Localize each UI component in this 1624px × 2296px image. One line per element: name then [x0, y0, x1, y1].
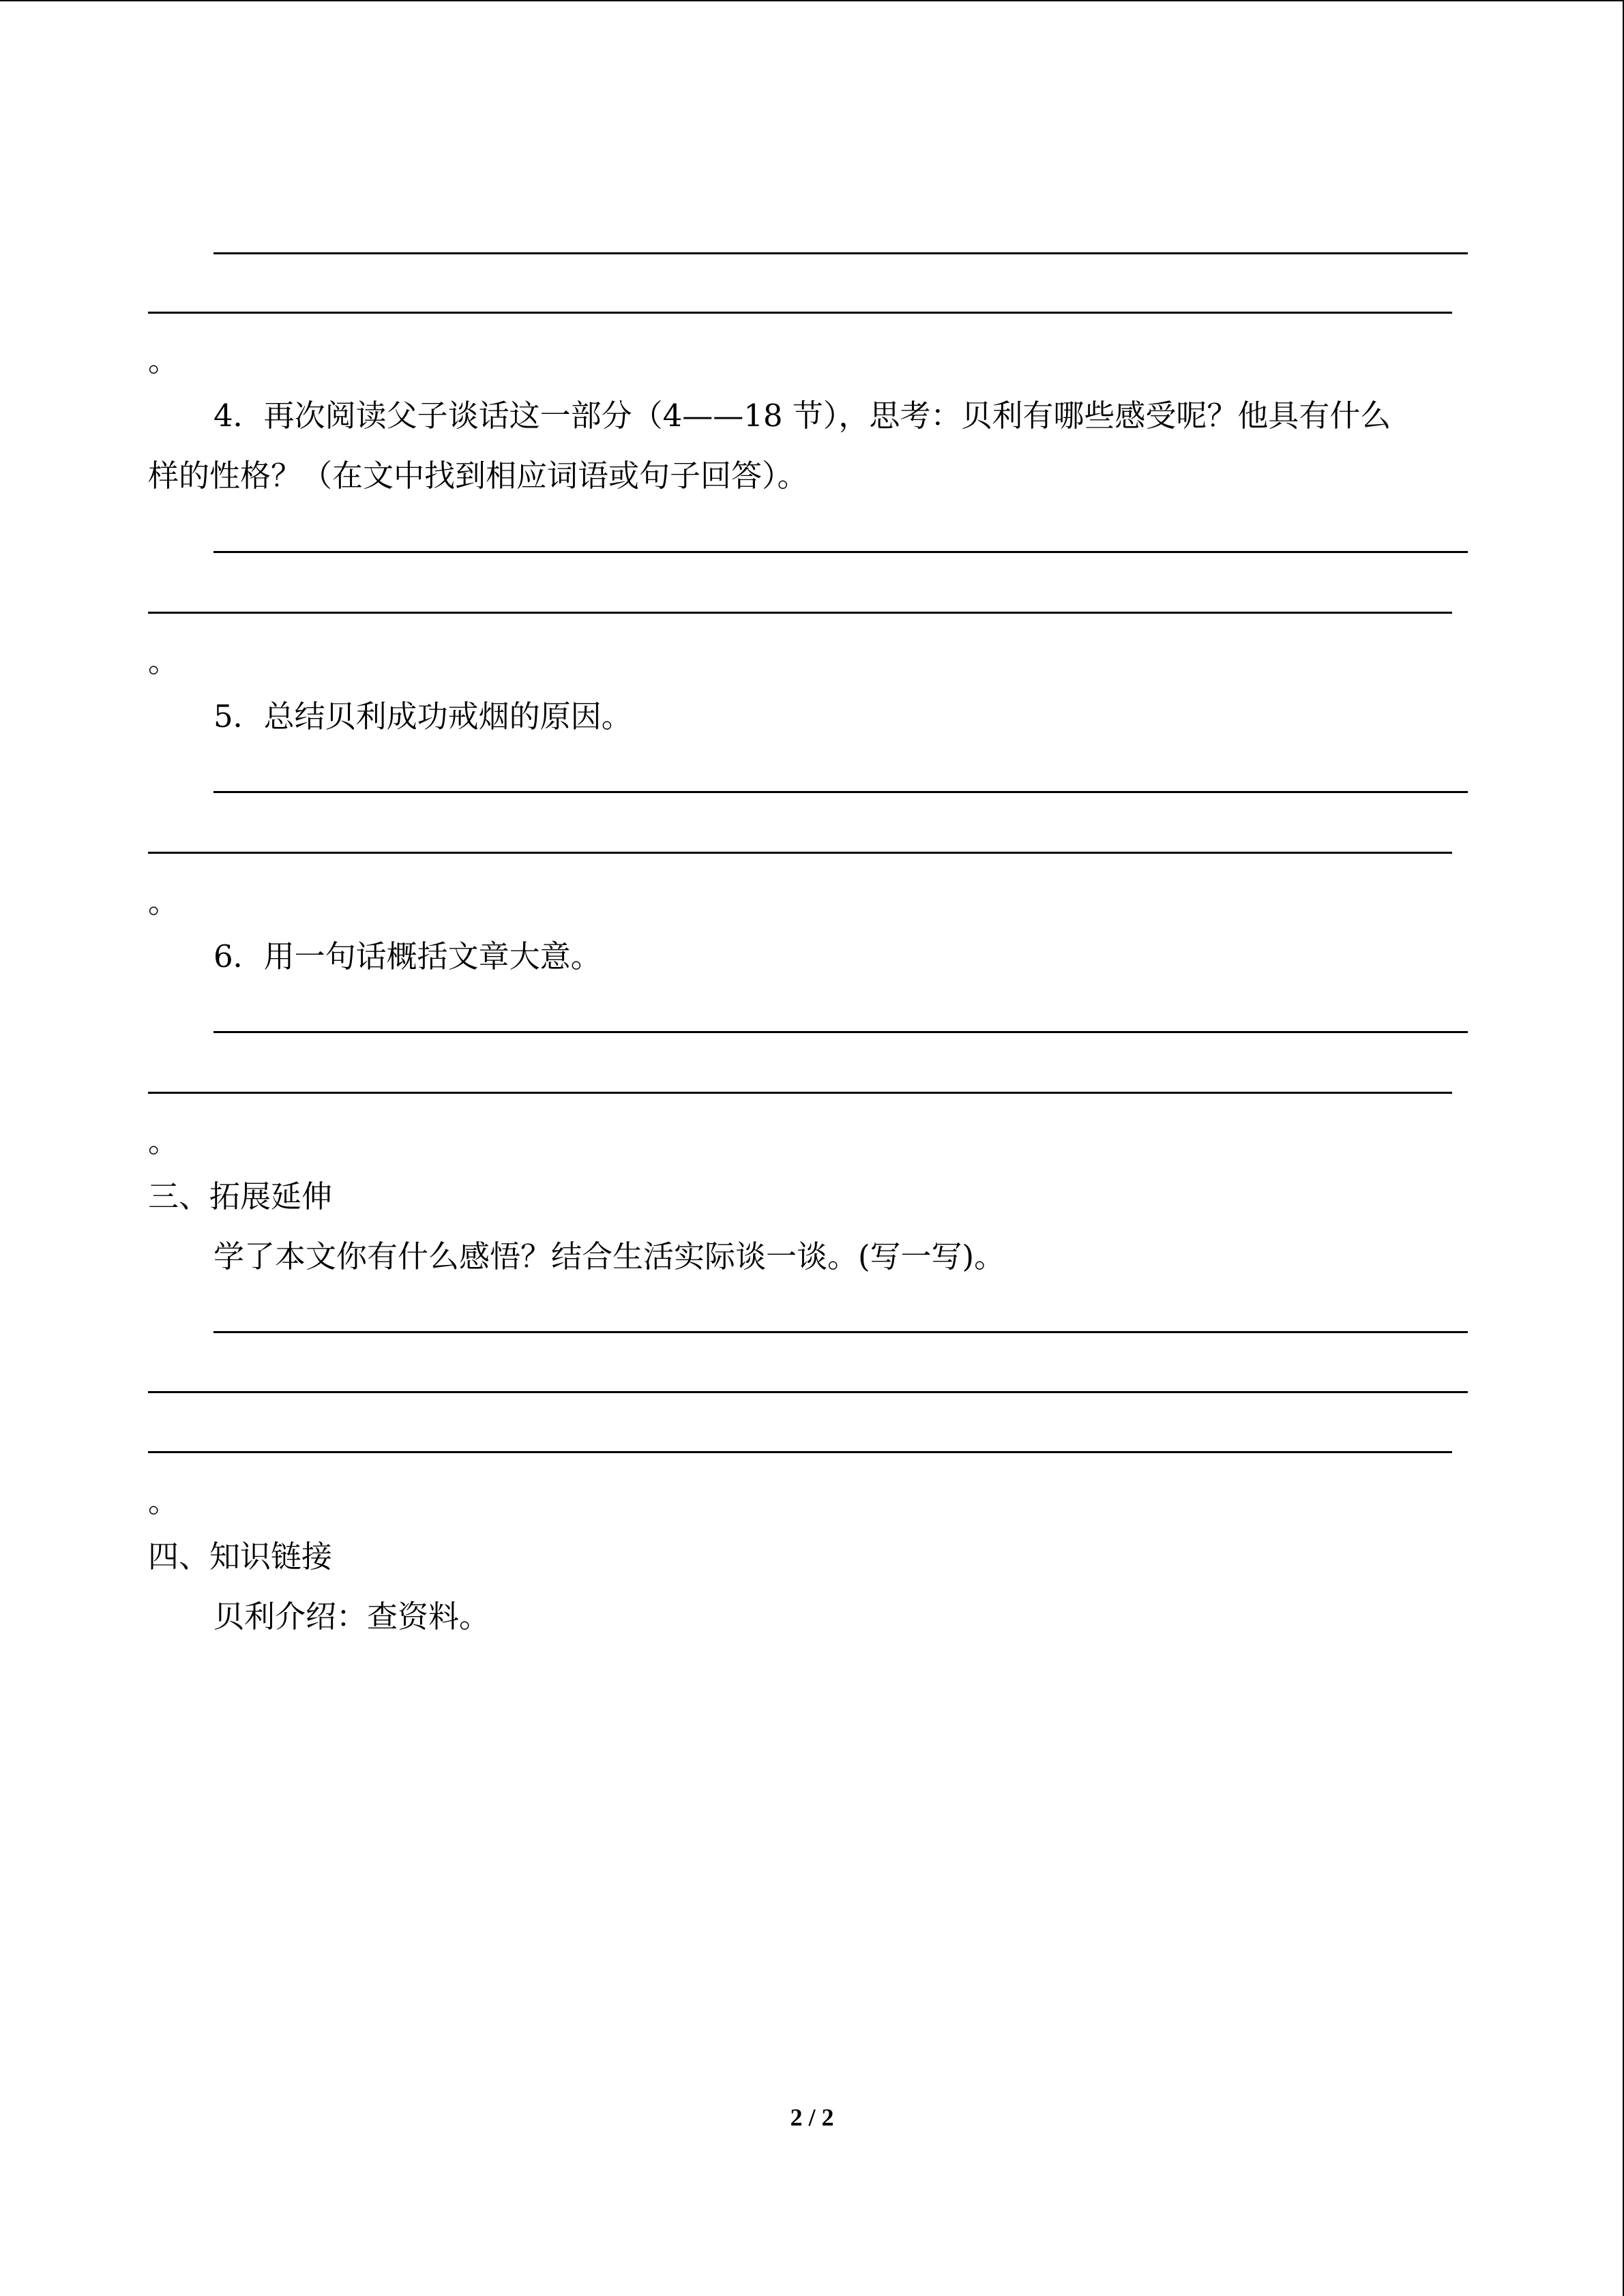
section-4-prompt: 贝利介绍：查资料。	[213, 1598, 490, 1635]
answer-line[interactable]	[213, 551, 1468, 553]
answer-line[interactable]	[148, 852, 1452, 854]
question-4-line-2: 样的性格？（在文中找到相应词语或句子回答）。	[148, 458, 808, 494]
question-5: 5．总结贝利成功戒烟的原因。	[213, 698, 632, 734]
answer-end-mark: 。	[148, 1483, 179, 1519]
answer-end-mark: 。	[148, 643, 179, 679]
answer-end-mark: 。	[148, 1123, 179, 1159]
page-number: 2 / 2	[790, 2104, 834, 2131]
answer-line[interactable]	[148, 612, 1452, 614]
answer-end-mark: 。	[148, 884, 179, 920]
answer-line[interactable]	[148, 1451, 1452, 1453]
section-4-heading: 四、知识链接	[148, 1538, 333, 1575]
answer-line[interactable]	[213, 252, 1468, 254]
question-4-line-1: 4．再次阅读父子谈话这一部分（4——18 节），思考：贝利有哪些感受呢？他具有什么	[213, 398, 1391, 434]
answer-end-mark: 。	[148, 342, 179, 378]
answer-line[interactable]	[148, 1092, 1452, 1094]
question-6: 6．用一句话概括文章大意。	[213, 938, 602, 974]
section-3-heading: 三、拓展延伸	[148, 1178, 333, 1214]
answer-line[interactable]	[213, 791, 1468, 793]
section-3-prompt: 学了本文你有什么感悟？结合生活实际谈一谈。(写一写)。	[213, 1238, 1005, 1274]
answer-line[interactable]	[213, 1031, 1468, 1033]
answer-line[interactable]	[148, 1391, 1468, 1393]
answer-line[interactable]	[213, 1331, 1468, 1333]
answer-line[interactable]	[148, 312, 1452, 314]
